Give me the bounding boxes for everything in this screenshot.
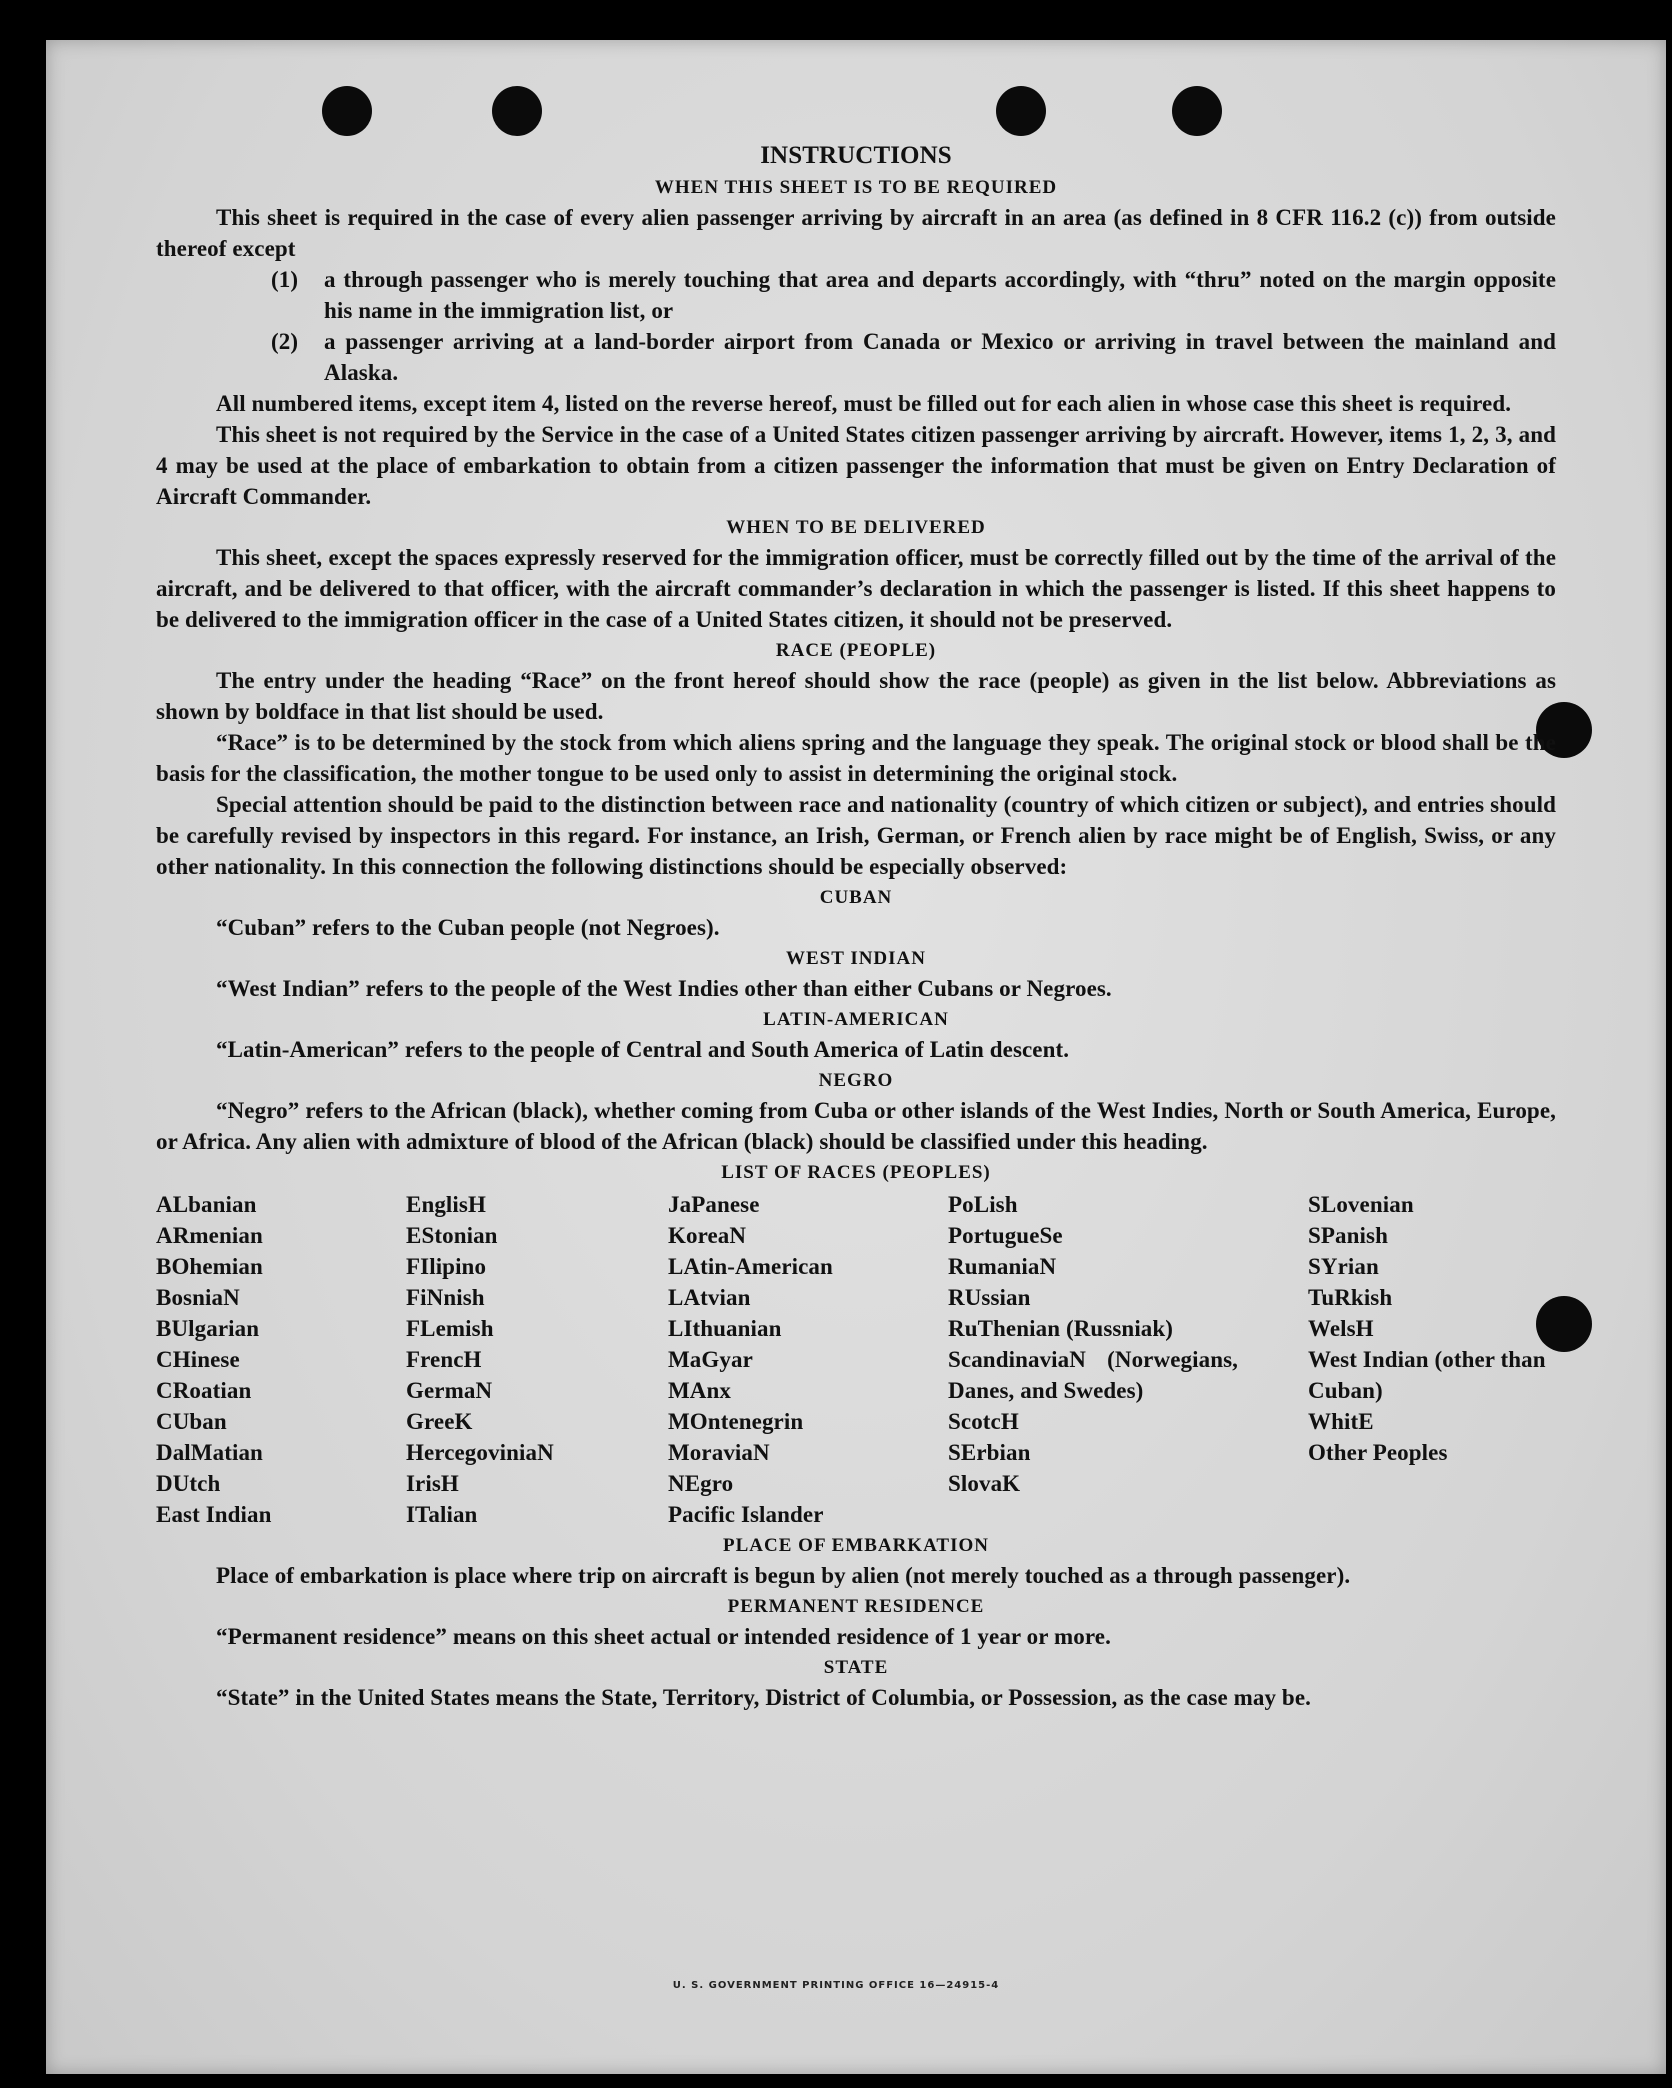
race-entry: MAnx (668, 1378, 732, 1403)
race-entry: LIthuanian (668, 1316, 782, 1341)
race-entry: ScandinaviaN (Norwegians, Danes, and Swedes) (948, 1347, 1238, 1403)
race-entry: WhitE (1308, 1409, 1374, 1434)
paragraph: This sheet is not required by the Service in the case of a United States citizen passenger arriving by aircraft. However, items 1, 2, 3, and 4 may be used at the place of embarkation to obtain from a citizen passenger the information that must be given on Entry Declaration of Aircraft Commander. (156, 422, 1556, 509)
race-entry: LAtin-American (668, 1254, 833, 1279)
race-entry: CUban (156, 1409, 227, 1434)
race-entry: NEgro (668, 1471, 734, 1496)
paragraph: “Race” is to be determined by the stock from which aliens spring and the language they speak. The original stock or blood shall be the basis for the classification, the mother tongue to be used only to assist in determining the original stock. (156, 730, 1556, 786)
race-entry: RumaniaN (948, 1254, 1057, 1279)
race-entry: East Indian (156, 1502, 272, 1527)
section-heading: LATIN-AMERICAN (763, 1009, 949, 1030)
race-entry: PoLish (948, 1192, 1018, 1217)
section-heading: CUBAN (819, 887, 893, 908)
race-entry: SErbian (948, 1440, 1031, 1465)
item-number: (1) (271, 267, 299, 292)
race-list (156, 1189, 1556, 1530)
race-entry: JaPanese (668, 1192, 760, 1217)
race-entry: MOntenegrin (668, 1409, 804, 1434)
race-entry: FrencH (406, 1347, 482, 1372)
race-entry: EStonian (406, 1223, 498, 1248)
section-heading: PERMANENT RESIDENCE (727, 1596, 985, 1617)
race-entry: Other Peoples (1308, 1440, 1448, 1465)
race-column (668, 1189, 948, 1530)
race-entry: DUtch (156, 1471, 221, 1496)
paragraph: “Permanent residence” means on this sheet actual or intended residence of 1 year or more. (216, 1624, 1111, 1649)
race-column (156, 1189, 406, 1530)
race-entry: SYrian (1308, 1254, 1379, 1279)
race-entry: SPanish (1308, 1223, 1388, 1248)
list-item (156, 326, 1556, 388)
race-entry: HercegoviniaN (406, 1440, 554, 1465)
paragraph: Place of embarkation is place where trip on aircraft is begun by alien (not merely touched as a through passenger). (216, 1563, 1351, 1588)
race-entry: IrisH (406, 1471, 459, 1496)
item-text: a through passenger who is merely touching that area and departs accordingly, with “thru” noted on the margin opposite his name in the immigration list, or (324, 267, 1556, 323)
item-number: (2) (271, 329, 299, 354)
race-entry: EnglisH (406, 1192, 486, 1217)
race-entry: ARmenian (156, 1223, 263, 1248)
race-entry: BOhemian (156, 1254, 263, 1279)
section-heading: PLACE OF EMBARKATION (723, 1535, 989, 1556)
punch-hole (1172, 86, 1222, 136)
race-entry: CHinese (156, 1347, 240, 1372)
printer-imprint: U. S. GOVERNMENT PRINTING OFFICE 16—24915-4 (672, 1980, 1000, 1991)
section-heading: WEST INDIAN (786, 948, 926, 969)
race-entry: MaGyar (668, 1347, 753, 1372)
race-entry: GermaN (406, 1378, 493, 1403)
paragraph: All numbered items, except item 4, listed on the reverse hereof, must be filled out for each alien in whose case this sheet is required. (216, 391, 1512, 416)
race-entry: GreeK (406, 1409, 473, 1434)
race-entry: MoraviaN (668, 1440, 770, 1465)
paragraph: “State” in the United States means the State, Territory, District of Columbia, or Possession, as the case may be. (216, 1685, 1311, 1710)
race-column (1308, 1189, 1556, 1530)
race-entry: ITalian (406, 1502, 478, 1527)
race-entry: PortugueSe (948, 1223, 1063, 1248)
race-entry: TuRkish (1308, 1285, 1393, 1310)
race-entry: SLovenian (1308, 1192, 1414, 1217)
paragraph: This sheet is required in the case of every alien passenger arriving by aircraft in an area (as defined in 8 CFR 116.2 (c)) from outside thereof except (156, 205, 1556, 261)
section-heading: WHEN THIS SHEET IS TO BE REQUIRED (654, 177, 1058, 198)
instructions-content (156, 140, 1556, 1713)
race-entry: Pacific Islander (668, 1502, 824, 1527)
race-entry: LAtvian (668, 1285, 751, 1310)
race-entry: FLemish (406, 1316, 494, 1341)
section-heading: RACE (PEOPLE) (775, 640, 937, 661)
section-heading: STATE (823, 1657, 889, 1678)
paragraph: “Latin-American” refers to the people of Central and South America of Latin descent. (216, 1037, 1070, 1062)
section-heading: LIST OF RACES (PEOPLES) (721, 1162, 991, 1183)
race-entry: RUssian (948, 1285, 1031, 1310)
item-text: a passenger arriving at a land-border airport from Canada or Mexico or arriving in travel between the mainland and Alaska. (324, 329, 1556, 385)
paragraph: This sheet, except the spaces expressly reserved for the immigration officer, must be correctly filled out by the time of the arrival of the aircraft, and be delivered to that officer, with the aircraft commander’s declaration in which the passenger is listed. If this sheet happens to be delivered to the immigration officer in the case of a United States citizen, it should not be preserved. (156, 545, 1556, 632)
section-heading: NEGRO (818, 1070, 894, 1091)
punch-hole (322, 86, 372, 136)
list-item (156, 264, 1556, 326)
paragraph: “Cuban” refers to the Cuban people (not Negroes). (216, 915, 720, 940)
section-heading: WHEN TO BE DELIVERED (726, 517, 986, 538)
race-entry: FiNnish (406, 1285, 485, 1310)
race-entry: DalMatian (156, 1440, 263, 1465)
race-entry: SlovaK (948, 1471, 1021, 1496)
race-entry: West Indian (other than Cuban) (1308, 1347, 1546, 1403)
paragraph: Special attention should be paid to the distinction between race and nationality (country of which citizen or subject), and entries should be carefully revised by inspectors in this regard. For instance, an Irish, German, or French alien by race might be of English, Swiss, or any other nationality. In this connection the following distinctions should be especially observed: (156, 792, 1556, 879)
punch-hole (492, 86, 542, 136)
paragraph: “West Indian” refers to the people of the West Indies other than either Cubans or Negroes. (216, 976, 1112, 1001)
race-entry: BosniaN (156, 1285, 240, 1310)
punch-hole (996, 86, 1046, 136)
race-entry: BUlgarian (156, 1316, 260, 1341)
race-entry: ScotcH (948, 1409, 1019, 1434)
race-entry: CRoatian (156, 1378, 252, 1403)
race-entry: WelsH (1308, 1316, 1374, 1341)
race-entry: ALbanian (156, 1192, 257, 1217)
race-entry: RuThenian (Russniak) (948, 1316, 1174, 1341)
page-title: INSTRUCTIONS (760, 142, 952, 169)
race-entry: KoreaN (668, 1223, 747, 1248)
race-entry: FIlipino (406, 1254, 487, 1279)
paragraph: “Negro” refers to the African (black), whether coming from Cuba or other islands of the West Indies, North or South America, Europe, or Africa. Any alien with admixture of blood of the African (black) should be classified under this heading. (156, 1098, 1556, 1154)
race-column (406, 1189, 668, 1530)
paragraph: The entry under the heading “Race” on the front hereof should show the race (people) as given in the list below. Abbreviations as shown by boldface in that list should be used. (156, 668, 1556, 724)
race-column (948, 1189, 1238, 1530)
